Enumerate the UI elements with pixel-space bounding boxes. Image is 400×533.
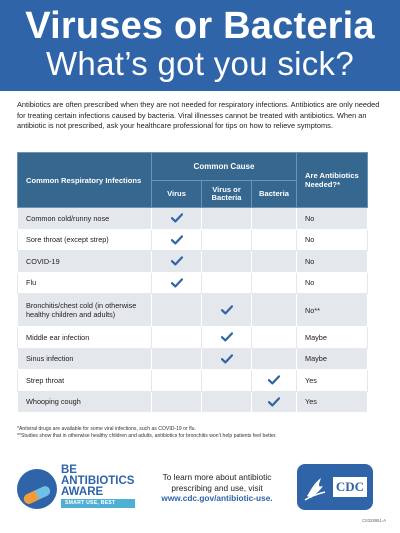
virus-or-bacteria-cell: [202, 327, 252, 349]
virus-or-bacteria-cell: [202, 370, 252, 392]
table-row: [18, 348, 368, 370]
table-row: [18, 391, 368, 413]
check-icon: [221, 354, 233, 364]
virus-cell: [152, 294, 202, 327]
virus-cell: [152, 251, 202, 273]
condition-cell: Bronchitis/chest cold (in otherwise healthy children and adults): [18, 294, 152, 327]
check-icon: [171, 213, 183, 223]
virus-or-bacteria-cell: [202, 208, 252, 230]
condition-cell: Strep throat: [18, 370, 152, 392]
bacteria-cell: [252, 370, 297, 392]
cdc-wordmark: CDC: [333, 477, 367, 497]
virus-or-bacteria-cell: [202, 272, 252, 294]
virus-or-bacteria-cell: [202, 294, 252, 327]
condition-cell: Sinus infection: [18, 348, 152, 370]
bacteria-cell: [252, 272, 297, 294]
learn-more-block: [142, 472, 292, 504]
check-icon: [171, 256, 183, 266]
condition-cell: COVID-19: [18, 251, 152, 273]
col-header-virus-or-bacteria: Virus or Bacteria: [202, 181, 252, 208]
virus-cell: [152, 391, 202, 413]
virus-cell: [152, 327, 202, 349]
footnote-bronchitis: **Studies show that in otherwise healthy children and adults, antibiotics for bronchitis won’t help patients feel better.: [17, 433, 277, 439]
antibiotics-needed-cell: Maybe: [297, 327, 368, 349]
logo-line-be: BE: [61, 464, 77, 476]
bacteria-cell: [252, 327, 297, 349]
col-header-bacteria: Bacteria: [252, 181, 297, 208]
col-header-condition: Common Respiratory Infections: [18, 153, 152, 208]
antibiotics-needed-cell: No: [297, 229, 368, 251]
table-row: [18, 370, 368, 392]
footnotes: [17, 426, 387, 440]
virus-cell: [152, 208, 202, 230]
bacteria-cell: [252, 391, 297, 413]
virus-or-bacteria-cell: [202, 251, 252, 273]
virus-cell: [152, 348, 202, 370]
learn-more-text: To learn more about antibiotic prescribing and use, visit: [162, 472, 272, 493]
check-icon: [171, 278, 183, 288]
page-title: Viruses or Bacteria: [25, 5, 375, 47]
condition-cell: Flu: [18, 272, 152, 294]
cdc-logo: [297, 464, 373, 510]
virus-cell: [152, 272, 202, 294]
intro-paragraph: Antibiotics are often prescribed when they are not needed for respiratory infections. Antibiotics are only needed for treating certain infections caused by bacteria. Viral illnesses cannot be treated with antibiotics. When an antibiotic is not prescribed, ask your healthcare professional for tips on how to relieve symptoms.: [17, 100, 380, 131]
bacteria-cell: [252, 294, 297, 327]
check-icon: [221, 332, 233, 342]
condition-cell: Whooping cough: [18, 391, 152, 413]
logo-wordmark: [61, 465, 134, 498]
virus-or-bacteria-cell: [202, 391, 252, 413]
bacteria-cell: [252, 251, 297, 273]
check-icon: [171, 235, 183, 245]
table-row: [18, 327, 368, 349]
antibiotics-needed-cell: Maybe: [297, 348, 368, 370]
page-subtitle: What’s got you sick?: [45, 45, 355, 82]
bacteria-cell: [252, 229, 297, 251]
virus-cell: [152, 370, 202, 392]
antibiotics-needed-cell: Yes: [297, 370, 368, 392]
table-row: [18, 208, 368, 230]
footnote-antiviral: *Antiviral drugs are available for some viral infections, such as COVID-19 or flu.: [17, 426, 196, 432]
antibiotics-needed-cell: No**: [297, 294, 368, 327]
virus-cell: [152, 229, 202, 251]
be-antibiotics-aware-logo: [17, 463, 135, 515]
capsule-icon: [17, 469, 57, 509]
virus-or-bacteria-cell: [202, 348, 252, 370]
check-icon: [268, 397, 280, 407]
col-header-common-cause: Common Cause: [152, 153, 297, 181]
bacteria-cell: [252, 208, 297, 230]
antibiotics-needed-cell: No: [297, 208, 368, 230]
antibiotics-needed-cell: No: [297, 251, 368, 273]
logo-tagline: SMART USE, BEST CARE: [61, 499, 135, 508]
virus-or-bacteria-cell: [202, 229, 252, 251]
table-row: [18, 229, 368, 251]
logo-line-aware: AWARE: [61, 486, 104, 498]
learn-more-link[interactable]: www.cdc.gov/antibiotic-use.: [161, 493, 273, 503]
header-banner: [0, 0, 400, 91]
col-header-antibiotics-needed: Are Antibiotics Needed?*: [297, 153, 368, 208]
antibiotics-needed-cell: No: [297, 272, 368, 294]
table-row: [18, 294, 368, 327]
logo-line-antibiotics: ANTIBIOTICS: [61, 475, 135, 487]
condition-cell: Sore throat (except strep): [18, 229, 152, 251]
col-header-virus: Virus: [152, 181, 202, 208]
infections-table: [17, 152, 368, 413]
table-row: [18, 272, 368, 294]
table-row: [18, 251, 368, 273]
check-icon: [221, 305, 233, 315]
check-icon: [268, 375, 280, 385]
bacteria-cell: [252, 348, 297, 370]
table-body: [18, 208, 368, 413]
antibiotics-needed-cell: Yes: [297, 391, 368, 413]
hhs-eagle-icon: [303, 472, 329, 502]
document-id: CS328951-A: [362, 518, 386, 523]
condition-cell: Common cold/runny nose: [18, 208, 152, 230]
condition-cell: Middle ear infection: [18, 327, 152, 349]
